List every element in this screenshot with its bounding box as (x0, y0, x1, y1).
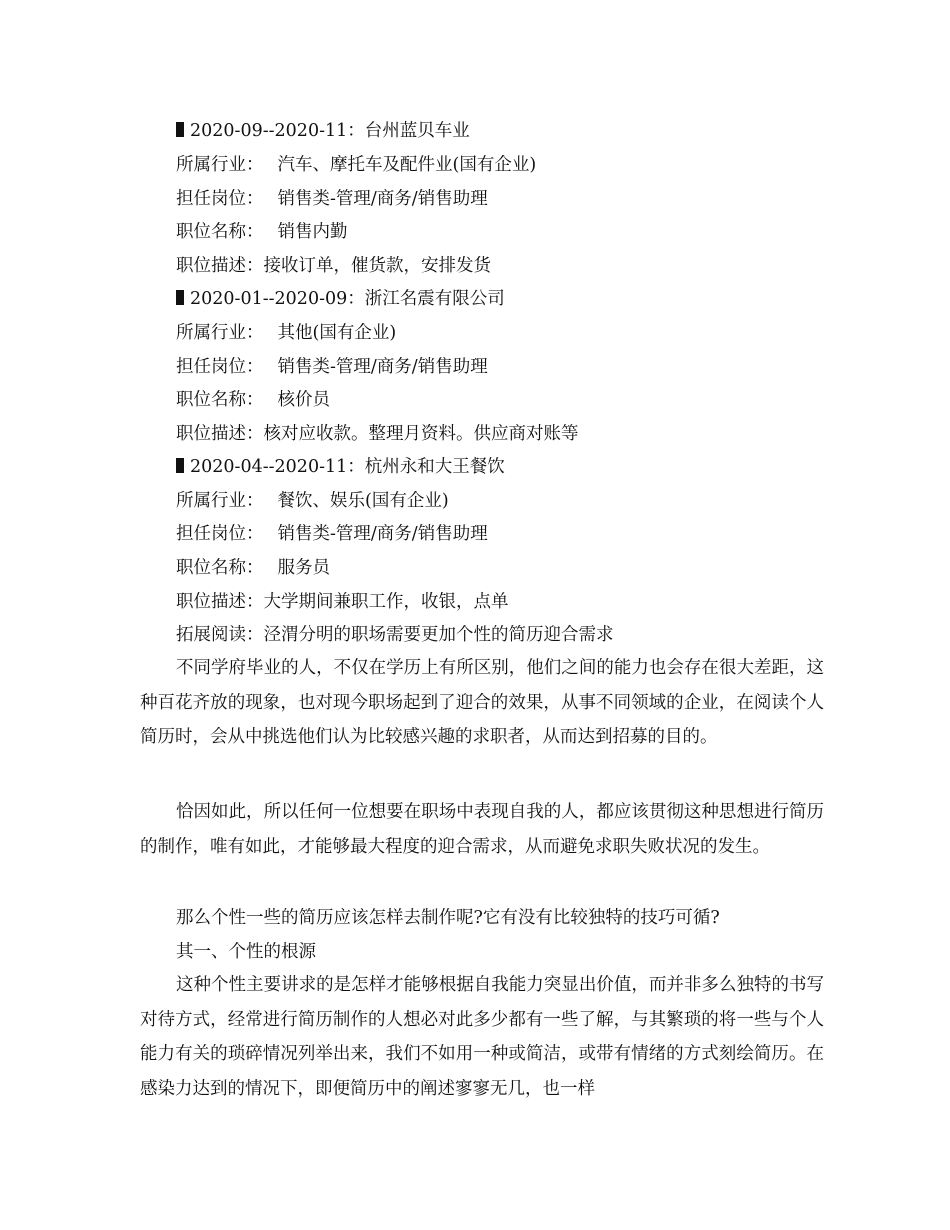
bullet-marker (176, 290, 184, 305)
job-description: 职位描述：核对应收款。整理月资料。供应商对账等 (176, 424, 579, 444)
job-title: 职位名称： 服务员 (176, 558, 330, 578)
job-industry: 所属行业： 汽车、摩托车及配件业(国有企业) (176, 155, 537, 175)
job-header: 2020-04--2020-11：杭州永和大王餐饮 (176, 456, 876, 478)
article-paragraph: 恰因如此，所以任何一位想要在职场中表现自我的人，都应该贯彻这种思想进行简历的制作，唯有如此，才能够最大程度的迎合需求，从而避免求职失败状况的发生。 (140, 802, 824, 857)
section-heading: 其一、个性的根源 (176, 942, 316, 962)
job-description: 职位描述：大学期间兼职工作，收银，点单 (176, 592, 509, 612)
job-header: 2020-01--2020-09：浙江名震有限公司 (176, 288, 876, 310)
extended-reading-title: 拓展阅读：泾渭分明的职场需要更加个性的简历迎合需求 (176, 625, 614, 645)
article-question: 那么个性一些的简历应该怎样去制作呢?它有没有比较独特的技巧可循? (176, 908, 720, 928)
job-industry: 所属行业： 餐饮、娱乐(国有企业) (176, 491, 449, 511)
job-description: 职位描述：接收订单，催货款，安排发货 (176, 256, 491, 276)
article-paragraph: 这种个性主要讲求的是怎样才能够根据自我能力突显出价值，而并非多么独特的书写对待方式，经常进行简历制作的人想必对此多少都有一些了解，与其繁琐的将一些与个人能力有关的琐碎情况列举出来，我们不如用一种或简洁，或带有情绪的方式刻绘简历。在感染力达到的情况下，即便简历中的阐述寥寥无几，也一样 (140, 975, 824, 1099)
job-title: 职位名称： 销售内勤 (176, 222, 348, 242)
bullet-marker (176, 122, 184, 137)
bullet-marker (176, 458, 184, 473)
job-position: 担任岗位： 销售类-管理/商务/销售助理 (176, 189, 488, 209)
job-header: 2020-09--2020-11：台州蓝贝车业 (176, 120, 876, 142)
article-paragraph: 不同学府毕业的人，不仅在学历上有所区别，他们之间的能力也会存在很大差距，这种百花齐放的现象，也对现今职场起到了迎合的效果，从事不同领域的企业，在阅读个人简历时，会从中挑选他们认为比较感兴趣的求职者，从而达到招募的目的。 (140, 658, 824, 747)
job-title: 职位名称： 核价员 (176, 390, 330, 410)
job-position: 担任岗位： 销售类-管理/商务/销售助理 (176, 524, 488, 544)
job-industry: 所属行业： 其他(国有企业) (176, 323, 397, 343)
job-position: 担任岗位： 销售类-管理/商务/销售助理 (176, 357, 488, 377)
